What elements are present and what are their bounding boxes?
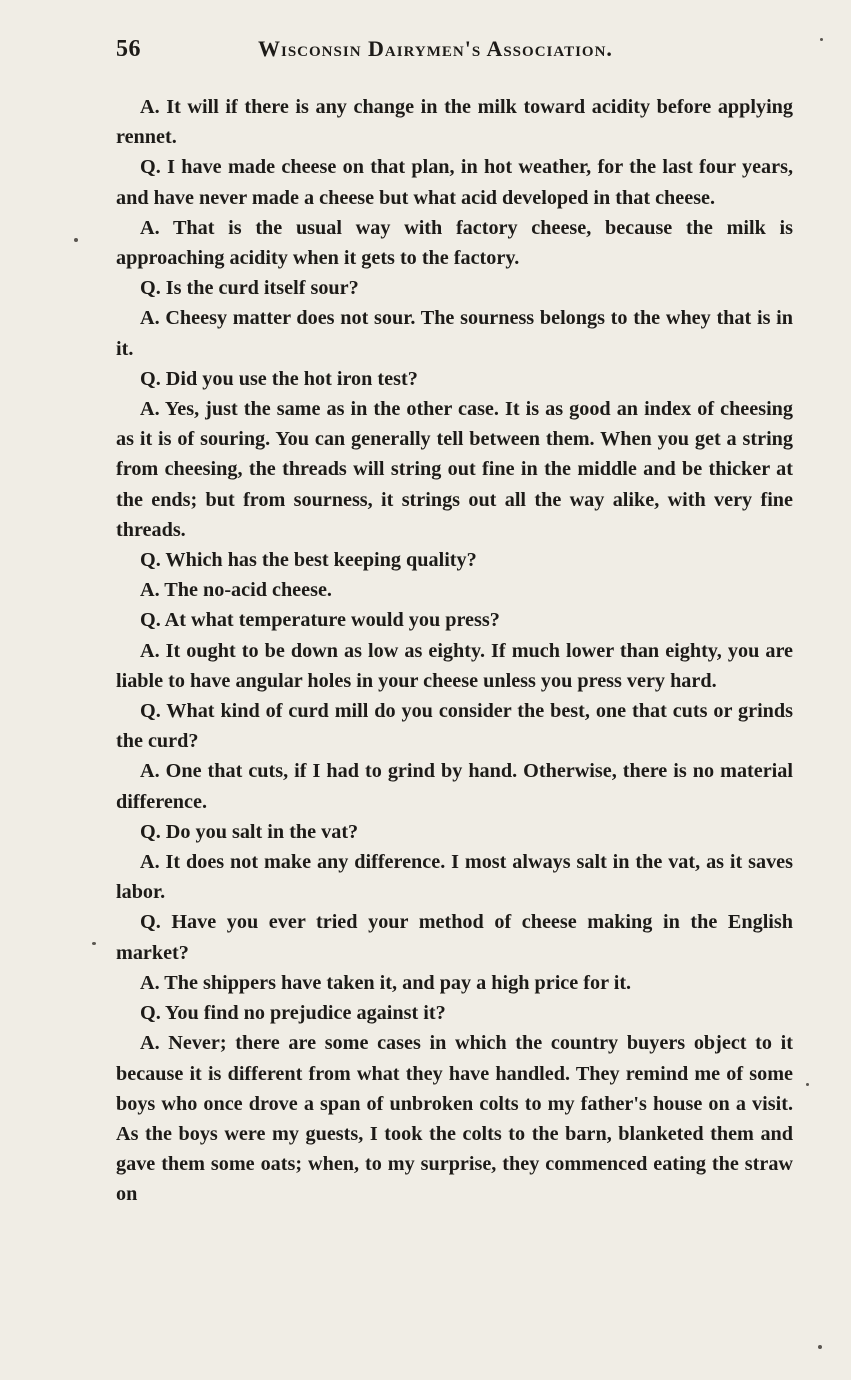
paragraph: Q. I have made cheese on that plan, in hot weather, for the last four years, and have never made a cheese but what acid developed in that cheese. [116,156,793,209]
ink-speck [820,38,823,41]
paragraph: A. It ought to be down as low as eighty. If much lower than eighty, you are liable to have angular holes in your cheese unless you press very hard. [116,639,793,692]
ink-speck [806,1083,809,1086]
paragraph: Q. Is the curd itself sour? [140,277,359,300]
running-title: Wisconsin Dairymen's Association. [258,36,613,61]
paragraph: A. It will if there is any change in the milk toward acidity before applying rennet. [116,96,793,149]
paragraph: A. That is the usual way with factory cheese, because the milk is approaching acidity when it gets to the factory. [116,216,793,270]
page-number: 56 [116,36,141,62]
paragraph: Q. Do you salt in the vat? [140,820,359,843]
paragraph: A. Cheesy matter does not sour. The sourness belongs to the whey that is in it. [116,307,793,360]
page-header [116,36,796,66]
paragraph: Q. What kind of curd mill do you consider the best, one that cuts or grinds the curd? [116,700,793,753]
paragraph: A. Never; there are some cases in which the country buyers object to it because it is different from what they have handled. They remind me of some boys who once drove a span of unbroken colts to my father's house on a visit. As the boys were my guests, I took the colts to the barn, blanketed them and gave them some oats; when, to my surprise, they commenced eating the straw on [116,1032,793,1206]
paragraph: A. It does not make any difference. I most always salt in the vat, as it saves labor. [116,851,793,904]
paragraph: A. The shippers have taken it, and pay a high price for it. [140,971,632,994]
body-text [116,92,793,1210]
ink-speck [92,942,96,945]
ink-speck [818,1345,822,1349]
ink-speck [74,238,78,242]
paragraph: Q. Did you use the hot iron test? [140,367,418,390]
paragraph: A. One that cuts, if I had to grind by hand. Otherwise, there is no material difference. [116,760,793,813]
paragraph: A. The no-acid cheese. [140,579,332,602]
paragraph: Q. You find no prejudice against it? [140,1002,446,1025]
paragraph: Q. At what temperature would you press? [140,609,500,632]
paragraph: Q. Have you ever tried your method of cheese making in the English market? [116,911,793,964]
paragraph: A. Yes, just the same as in the other case. It is as good an index of cheesing as it is of souring. You can generally tell between them. When you get a string from cheesing, the threads will string out fine in the middle and be thicker at the ends; but from sourness, it strings out all the way alike, with very fine threads. [116,398,793,541]
paragraph: Q. Which has the best keeping quality? [140,549,477,572]
